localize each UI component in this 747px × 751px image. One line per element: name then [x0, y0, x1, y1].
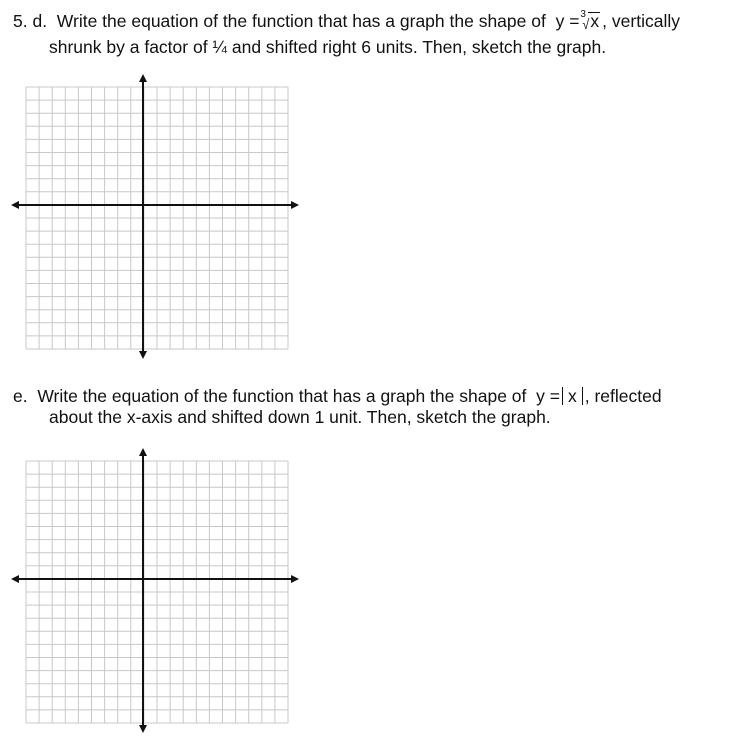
problem-e-text: Write the equation of the function that has a graph the shape of: [37, 386, 527, 406]
left-arrow-icon: [11, 575, 19, 583]
function-lhs: y =: [536, 386, 560, 406]
right-arrow-icon: [291, 575, 299, 583]
problem-e-label: e.: [13, 386, 28, 406]
problem-d-line-2: shrunk by a factor of ¼ and shifted right 6 units. Then, sketch the graph.: [49, 37, 607, 57]
cube-root-expression: [581, 11, 600, 31]
right-arrow-icon: [291, 201, 299, 209]
radicand: x: [590, 11, 600, 31]
down-arrow-icon: [139, 351, 147, 359]
problem-e-line-1: [13, 386, 662, 406]
graph-e-coordinate-grid[interactable]: [10, 448, 300, 733]
problem-d-line-1: [13, 11, 680, 31]
function-lhs: y =: [555, 11, 580, 31]
root-index: 3: [580, 9, 586, 20]
grid-lines: [26, 87, 288, 349]
left-arrow-icon: [11, 201, 19, 209]
problem-d-text: Write the equation of the function that has a graph the shape of: [56, 11, 546, 31]
problem-e-line-2: about the x-axis and shifted down 1 unit. Then, sketch the graph.: [49, 407, 551, 427]
problem-e-text-after: , reflected: [584, 386, 662, 406]
problem-d-label: 5. d.: [13, 11, 48, 31]
absolute-value-expression: x: [562, 387, 583, 405]
radical-sign-icon: √: [582, 16, 590, 32]
up-arrow-icon: [139, 74, 147, 82]
graph-d-coordinate-grid[interactable]: [10, 74, 300, 359]
down-arrow-icon: [139, 725, 147, 733]
grid-lines: [26, 461, 288, 723]
problem-d-text-after: , vertically: [602, 11, 680, 31]
up-arrow-icon: [139, 448, 147, 456]
